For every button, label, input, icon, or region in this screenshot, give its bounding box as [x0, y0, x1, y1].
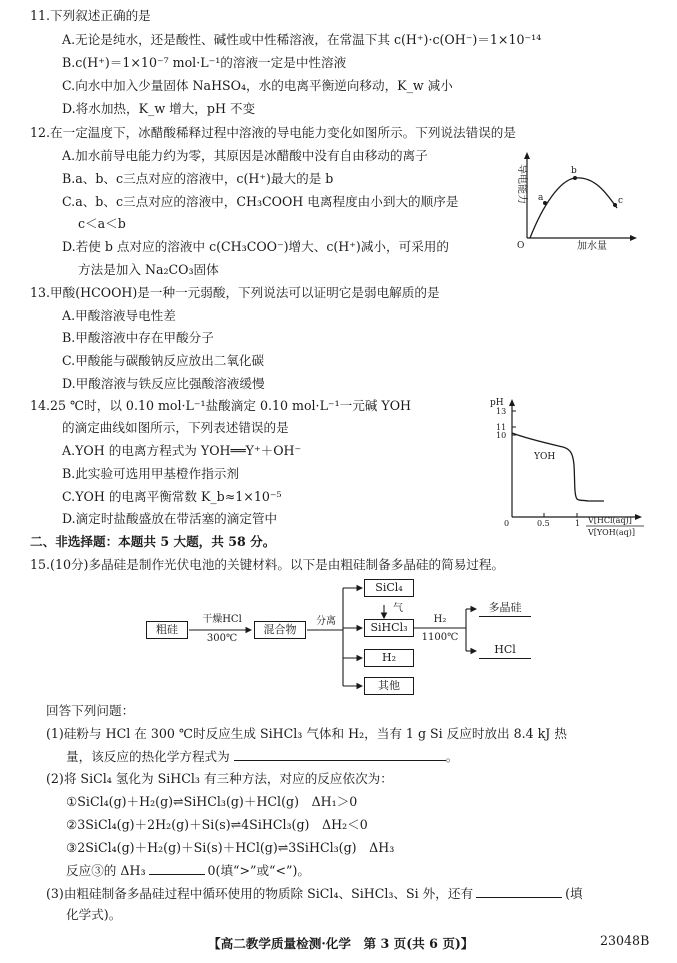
q13-stem: 13.甲酸(HCOOH)是一种一元弱酸，下列说法可以证明它是弱电解质的是 [30, 285, 440, 300]
flow-box-sihcl3: SiHCl₃ [364, 619, 414, 637]
q12-origin: O [517, 241, 525, 250]
q15-reaction-3: ③2SiCl₄(g)＋H₂(g)＋Si(s)＋HCl(g)⇌3SiHCl₃(g) ΔH₃ [66, 840, 395, 855]
q14-curve [512, 433, 604, 501]
flow-box-other: 其他 [364, 677, 414, 695]
q14-option-b: B.此实验可选用甲基橙作指示剂 [62, 466, 239, 481]
q12-point-b [573, 176, 577, 180]
q15-part2-suffix: 0(填“>”或“<”)。 [207, 863, 310, 878]
flow-label-separate: 分离 [316, 616, 336, 627]
q14-tick-label-10: 10 [496, 431, 507, 440]
q15-part2-blank[interactable] [149, 862, 205, 875]
q12-label-c: c [618, 196, 624, 206]
q15-part2-stem: (2)将 SiCl₄ 氢化为 SiHCl₃ 有三种方法，对应的反应依次为： [46, 771, 393, 786]
q14-titration-graph [488, 395, 648, 540]
flow-box-h2: H₂ [364, 649, 414, 667]
q12-option-c: C.a、b、c三点对应的溶液中，CH₃COOH 电离程度由小到大的顺序是 [62, 194, 459, 209]
q11-option-a: A.无论是纯水，还是酸性、碱性或中性稀溶液，在常温下其 c(H⁺)·c(OH⁻)＝1×10⁻¹⁴ [62, 32, 542, 47]
flow-box-crude-si: 粗硅 [146, 621, 188, 639]
q14-curve-label: YOH [534, 452, 556, 462]
q12-stem: 12.在一定温度下，冰醋酸稀释过程中溶液的导电能力变化如图所示。下列说法错误的是 [30, 125, 516, 140]
q12-x-arrow [630, 235, 637, 241]
flow-label-h2: H₂ [433, 614, 447, 625]
q12-y-arrow [524, 152, 530, 159]
q12-curve [530, 178, 617, 238]
q14-tick-label-05: 0.5 [537, 519, 550, 528]
q14-stem: 14.25 ℃时，以 0.10 mol·L⁻¹盐酸滴定 0.10 mol·L⁻¹一元碱 YOH [30, 398, 412, 413]
q12-option-a: A.加水前导电能力约为零，其原因是冰醋酸中没有自由移动的离子 [62, 148, 428, 163]
flow-product-hcl: HCl [479, 642, 531, 659]
q12-label-a: a [538, 193, 544, 203]
flow-product-poly-si: 多晶硅 [479, 600, 531, 617]
flow-box-sicl4: SiCl₄ [364, 579, 414, 597]
paper-code: 23048B [600, 933, 650, 948]
q12-option-b: B.a、b、c三点对应的溶液中，c(H⁺)最大的是 b [62, 171, 334, 186]
q11-option-b: B.c(H⁺)＝1×10⁻⁷ mol·L⁻¹的溶液一定是中性溶液 [62, 55, 347, 70]
q13-option-b: B.甲酸溶液中存在甲酸分子 [62, 330, 214, 345]
q14-x-arrow [635, 514, 642, 520]
q14-option-d: D.滴定时盐酸盛放在带活塞的滴定管中 [62, 511, 278, 526]
q12-x-label: 加水量 [577, 241, 607, 250]
q12-option-d: D.若使 b 点对应的溶液中 c(CH₃COO⁻)增大、c(H⁺)减小，可采用的 [62, 239, 449, 254]
q15-part1-period: 。 [445, 749, 459, 764]
q14-origin: 0 [504, 519, 510, 528]
section2-heading: 二、非选择题：本题共 5 大题，共 58 分。 [30, 534, 276, 549]
q14-y-arrow [509, 399, 515, 406]
q14-x-denominator: V[YOH(aq)] [588, 528, 635, 537]
q15-part1-blank[interactable] [234, 748, 446, 761]
q15-part3-end: (填 [565, 886, 583, 901]
q12-conductivity-graph [505, 150, 645, 250]
q15-part3-text: (3)由粗硅制备多晶硅过程中循环使用的物质除 SiCl₄、SiHCl₃、Si 外，还有 [46, 886, 474, 901]
q15-stem: 15.(10分)多晶硅是制作光伏电池的关键材料。以下是由粗硅制备多晶硅的简易过程。 [30, 557, 505, 572]
page-footer: 【高二教学质量检测·化学 第 3 页(共 6 页)】 [208, 936, 474, 951]
q15-reaction-1: ①SiCl₄(g)＋H₂(g)⇌SiHCl₃(g)＋HCl(g) ΔH₁＞0 [66, 794, 358, 809]
q15-part3-line2: 化学式)。 [66, 907, 122, 922]
q14-y-label: pH [490, 398, 504, 408]
q14-tick-label-11: 11 [496, 423, 507, 432]
q15-part3-line1 [46, 885, 583, 902]
flow-label-300c: 300℃ [206, 633, 238, 644]
q15-part1-line1: (1)硅粉与 HCl 在 300 ℃时反应生成 SiHCl₃ 气体和 H₂，当有 1 g Si 反应时放出 8.4 kJ 热 [46, 726, 567, 741]
q15-part3-blank[interactable] [476, 885, 562, 898]
q12-point-a [543, 201, 547, 205]
q14-tick-label-13: 13 [496, 407, 507, 416]
q15-part2-prefix: 反应③的 ΔH₃ [66, 863, 146, 878]
q15-part1-text: 量，该反应的热化学方程式为 [66, 749, 230, 764]
q12-label-b: b [571, 166, 577, 176]
q13-option-c: C.甲酸能与碳酸钠反应放出二氧化碳 [62, 353, 265, 368]
q14-option-c: C.YOH 的电离平衡常数 K_b≈1×10⁻⁵ [62, 489, 282, 504]
q15-answer-prompt: 回答下列问题： [46, 703, 135, 718]
flow-box-mixture: 混合物 [254, 621, 306, 639]
q13-option-a: A.甲酸溶液导电性差 [62, 308, 176, 323]
q15-reaction-2: ②3SiCl₄(g)＋2H₂(g)＋Si(s)⇌4SiHCl₃(g) ΔH₂＜0 [66, 817, 368, 832]
q15-part1-line2 [66, 748, 458, 765]
q11-stem: 11.下列叙述正确的是 [30, 8, 151, 23]
flow-label-gas: 气 [393, 603, 403, 614]
q12-option-c-cont: c＜a＜b [78, 216, 126, 231]
flow-label-dry-hcl: 干燥HCl [202, 614, 242, 625]
flow-label-1100c: 1100℃ [421, 632, 459, 643]
q12-option-d-cont: 方法是加入 Na₂CO₃固体 [78, 262, 219, 277]
q14-x-numerator: V[HCl(aq)] [588, 516, 632, 525]
q11-option-d: D.将水加热，K_w 增大，pH 不变 [62, 101, 256, 116]
q15-part2-question [66, 862, 310, 879]
q13-option-d: D.甲酸溶液与铁反应比强酸溶液缓慢 [62, 376, 265, 391]
q12-point-c [613, 203, 617, 207]
q11-option-c: C.向水中加入少量固体 NaHSO₄，水的电离平衡逆向移动，K_w 减小 [62, 78, 453, 93]
q12-y-label: 导电能力 [516, 164, 527, 204]
q14-tick-label-1: 1 [575, 519, 581, 528]
q14-option-a: A.YOH 的电离方程式为 YOH══Y⁺＋OH⁻ [62, 443, 302, 458]
q14-stem-cont: 的滴定曲线如图所示，下列表述错误的是 [62, 420, 289, 435]
